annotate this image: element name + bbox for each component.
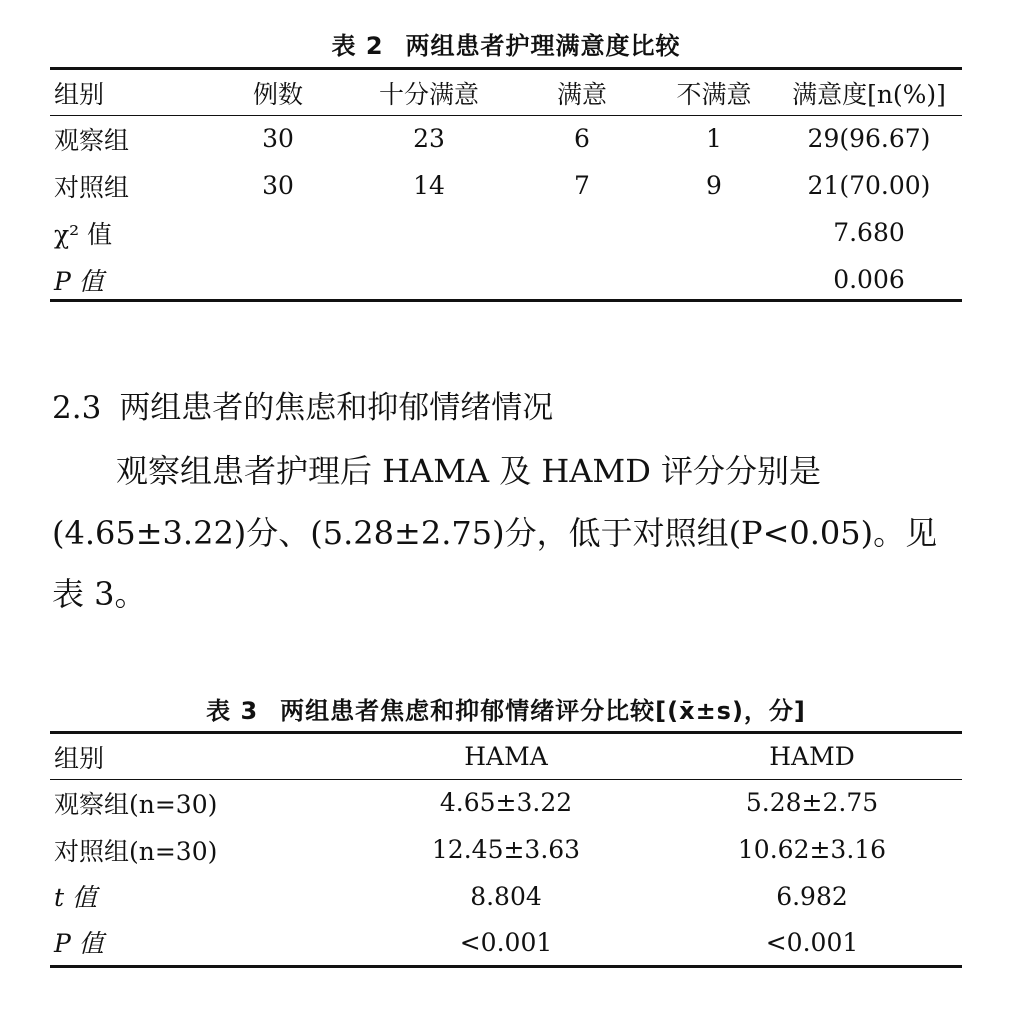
table-row (50, 873, 962, 919)
table2-cell-group: 对照组 (54, 172, 130, 202)
table-row (50, 919, 962, 965)
table2-p-label: P 值 (54, 266, 104, 296)
table3 (50, 734, 962, 965)
table3-header-hamd: HAMD (769, 742, 855, 771)
table2-header-satisfaction-rate: 满意度[n(%)] (792, 79, 946, 109)
table-row (50, 826, 962, 873)
table2-caption-title: 两组患者护理满意度比较 (405, 32, 681, 60)
table3-cell-hama: 4.65±3.22 (439, 788, 573, 817)
paragraph-line-1: 观察组患者护理后 HAMA 及 HAMD 评分分别是 (52, 452, 822, 490)
table3-p-hama: <0.001 (459, 927, 553, 957)
section-number: 2.3 (52, 390, 102, 426)
table2-cell-satisfaction-rate: 21(70.00) (807, 171, 931, 200)
table2-p-value: 0.006 (833, 265, 905, 294)
table2-cell-very-satisfied: 23 (413, 124, 445, 153)
section-heading (52, 382, 553, 427)
table3-cell-hamd: 5.28±2.75 (745, 788, 879, 817)
table3-caption (0, 691, 1012, 726)
table2 (50, 70, 962, 303)
table-row (50, 256, 962, 303)
paragraph-line-2: (4.65±3.22)分、(5.28±2.75)分，低于对照组(P<0.05)。见 (52, 514, 938, 552)
table2-cell-unsatisfied: 9 (706, 171, 722, 200)
table2-chi-value: 7.680 (833, 218, 905, 247)
table2-header-satisfied: 满意 (556, 79, 607, 109)
table3-header-row (50, 734, 962, 779)
table2-cell-count: 30 (262, 171, 294, 200)
table3-p-label: P 值 (54, 929, 104, 958)
table3-t-label: t 值 (54, 883, 97, 912)
table3-bottom-rule (50, 965, 962, 968)
table2-cell-very-satisfied: 14 (413, 171, 445, 200)
table2-header-unsatisfied: 不满意 (676, 79, 752, 109)
table3-caption-label: 表 3 (206, 697, 259, 725)
table2-cell-count: 30 (262, 124, 294, 153)
table2-header-count: 例数 (252, 79, 303, 109)
table3-p-hamd: <0.001 (765, 927, 859, 957)
table3-header-hama: HAMA (464, 742, 548, 771)
table3-t-hama: 8.804 (470, 881, 542, 911)
table2-caption (0, 26, 1012, 61)
table3-caption-title: 两组患者焦虑和抑郁情绪评分比较[(x̄±s)，分] (280, 697, 806, 725)
table3-t-hamd: 6.982 (776, 881, 848, 911)
table2-chi-label: χ² 值 (54, 219, 113, 249)
section-title: 两组患者的焦虑和抑郁情绪情况 (119, 390, 554, 426)
table-row (50, 779, 962, 826)
table3-cell-hamd: 10.62±3.16 (737, 835, 887, 864)
table3-cell-group: 观察组(n=30) (54, 789, 218, 819)
table-row (50, 209, 962, 256)
table2-header-group: 组别 (54, 79, 105, 109)
table-row (50, 162, 962, 209)
table3-cell-group: 对照组(n=30) (54, 836, 218, 866)
table2-cell-group: 观察组 (54, 125, 130, 155)
table2-header-row (50, 70, 962, 115)
table2-cell-satisfied: 7 (574, 171, 590, 200)
paragraph-line-3: 表 3。 (52, 575, 147, 613)
table2-cell-unsatisfied: 1 (706, 124, 722, 153)
table3-header-group: 组别 (54, 743, 105, 773)
table2-caption-label: 表 2 (331, 32, 384, 60)
table2-header-very-satisfied: 十分满意 (378, 79, 479, 109)
table2-cell-satisfaction-rate: 29(96.67) (807, 124, 931, 153)
table3-cell-hama: 12.45±3.63 (431, 835, 581, 864)
table2-cell-satisfied: 6 (574, 124, 590, 153)
table-row (50, 115, 962, 162)
